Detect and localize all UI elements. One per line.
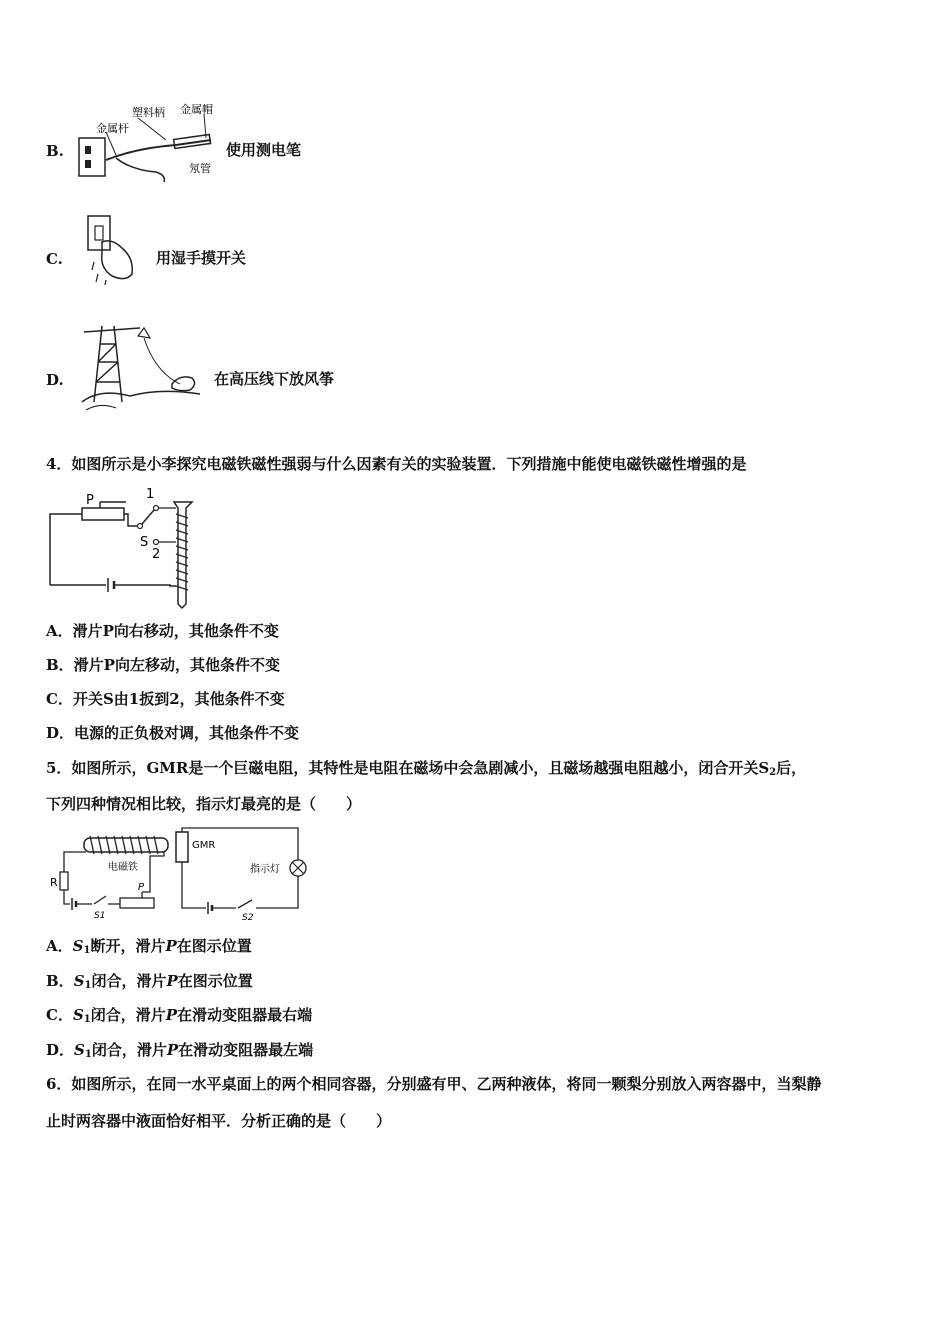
switch-pivot <box>138 524 143 529</box>
wire <box>64 852 86 872</box>
wire <box>256 876 298 908</box>
wire <box>50 514 82 585</box>
option-c-letter: C. <box>46 250 63 268</box>
wire <box>120 585 176 586</box>
label-cap: 金属帽 <box>180 103 213 116</box>
hand-outline <box>116 158 164 182</box>
switch-toggle <box>95 226 103 240</box>
option-b-letter: B. <box>46 142 64 160</box>
gmr-resistor <box>176 832 188 862</box>
q6-stem-line2: 止时两容器中液面恰好相平．分析正确的是（ ） <box>46 1112 392 1130</box>
test-pen-figure <box>76 100 224 184</box>
kite <box>138 328 150 338</box>
switch-s1 <box>94 896 106 904</box>
label-2: 2 <box>152 547 161 562</box>
lamp-cross <box>292 862 304 874</box>
iron-nail <box>174 502 192 608</box>
kite-power-line-figure <box>80 322 212 412</box>
q5-stem-line2: 下列四种情况相比较，指示灯最亮的是（ ） <box>46 795 362 813</box>
label-s2: S2 <box>242 913 254 922</box>
option-d-letter: D. <box>46 371 64 389</box>
q4-option-a: A．滑片P向右移动，其他条件不变 <box>46 622 279 640</box>
switch-s2 <box>238 900 252 908</box>
option-c-text: 用湿手摸开关 <box>156 249 247 267</box>
label-1: 1 <box>146 487 155 502</box>
label-lamp: 指示灯 <box>250 864 280 875</box>
wet-hand-switch-figure <box>82 214 150 286</box>
label-r: R <box>50 876 58 889</box>
q4-option-c: C．开关S由1扳到2，其他条件不变 <box>46 690 285 708</box>
label-magnet: 电磁铁 <box>108 862 138 873</box>
electromagnet-circuit-figure <box>46 484 202 612</box>
label-s1: S1 <box>94 911 106 921</box>
hand-outline <box>102 241 133 279</box>
ground <box>82 391 200 402</box>
switch-blade <box>142 510 154 524</box>
label-neon: 氖管 <box>189 162 211 175</box>
socket-hole <box>85 146 91 154</box>
ground <box>86 405 116 410</box>
q5-stem-line1: 5．如图所示，GMR是一个巨磁电阻，其特性是电阻在磁场中会急剧减小，且磁场越强电阻越小，闭合开关$S_2$后， <box>46 759 807 778</box>
label-s: S <box>140 535 149 550</box>
q5-option-b: B．$S_1$闭合，滑片P在图示位置 <box>46 972 253 991</box>
gmr-circuit-figure <box>46 826 312 922</box>
wire <box>182 862 206 908</box>
water-drop <box>105 280 106 285</box>
q4-option-d: D．电源的正负极对调，其他条件不变 <box>46 724 300 742</box>
q4-option-b: B．滑片P向左移动，其他条件不变 <box>46 656 280 674</box>
label-gmr: GMR <box>192 840 216 851</box>
wire <box>142 852 164 892</box>
rheostat <box>120 898 154 908</box>
power-line <box>84 328 140 332</box>
resistor-r <box>60 872 68 890</box>
label-plastic: 塑料柄 <box>132 106 165 119</box>
option-d-text: 在高压线下放风筝 <box>214 370 335 388</box>
q5-option-d: D．$S_1$闭合，滑片P在滑动变阻器最左端 <box>46 1041 314 1060</box>
q4-stem: 4．如图所示是小李探究电磁铁磁性强弱与什么因素有关的实验装置．下列措施中能使电磁铁磁性增强的是 <box>46 455 747 473</box>
label-p: P <box>86 493 94 508</box>
person <box>172 377 195 391</box>
label-p: P <box>138 882 145 893</box>
switch-plate <box>88 216 110 250</box>
contact-1 <box>154 506 159 511</box>
wire <box>124 514 138 526</box>
wire <box>64 890 70 904</box>
pylon <box>94 326 122 402</box>
rheostat <box>82 508 124 520</box>
socket-hole <box>85 160 91 168</box>
q5-option-c: C．$S_1$闭合，滑片P在滑动变阻器最右端 <box>46 1006 313 1025</box>
water-drop <box>96 274 98 282</box>
label-rod: 金属杆 <box>96 122 129 135</box>
water-drop <box>92 262 94 270</box>
q6-stem-line1: 6．如图所示，在同一水平桌面上的两个相同容器，分别盛有甲、乙两种液体，将同一颗梨分别放入两容器中，当梨静 <box>46 1075 822 1093</box>
q5-option-a: A．$S_1$断开，滑片P在图示位置 <box>46 937 252 956</box>
pen-body <box>106 140 211 160</box>
kite-string <box>144 338 180 384</box>
option-b-text: 使用测电笔 <box>226 141 302 159</box>
socket-outline <box>79 138 105 176</box>
label-line <box>138 118 166 140</box>
contact-2 <box>154 540 159 545</box>
label-line <box>106 132 116 155</box>
